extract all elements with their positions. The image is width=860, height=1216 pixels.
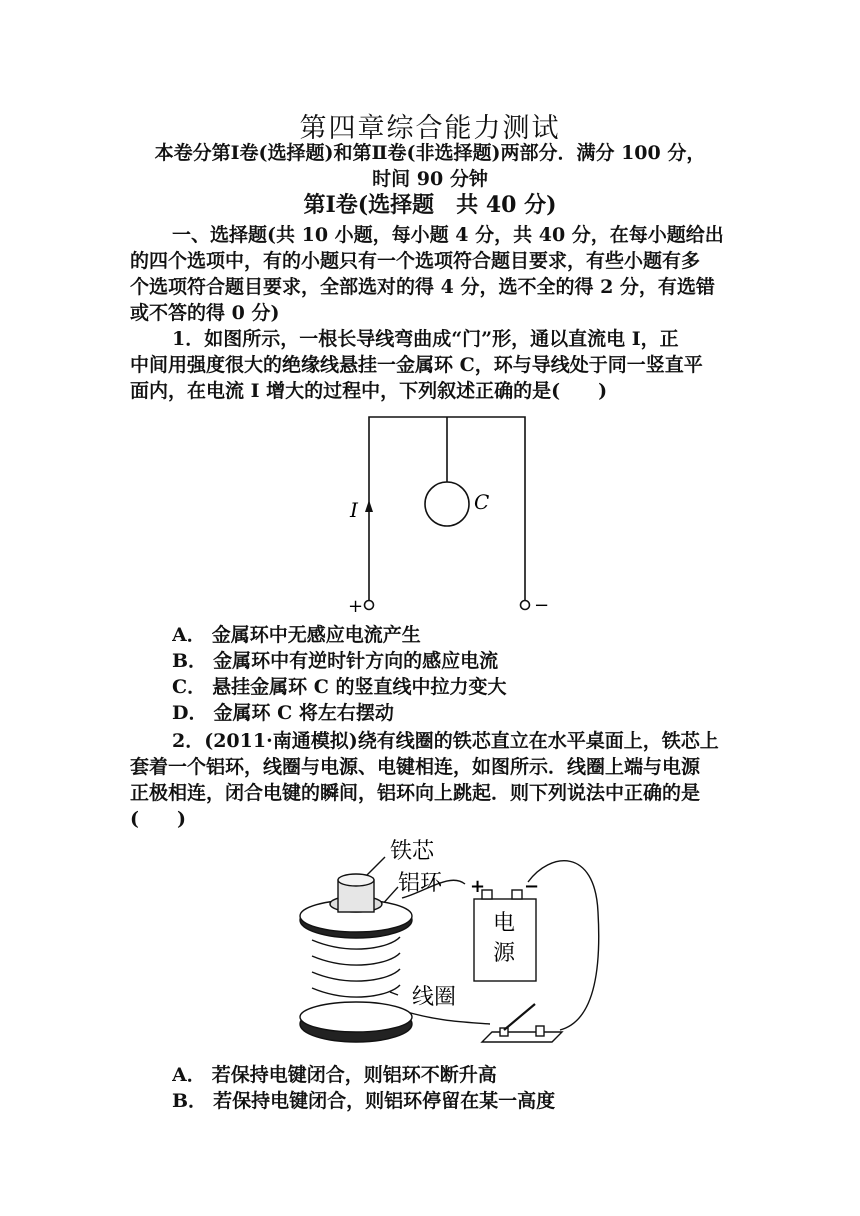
q2-option-b — [172, 1088, 776, 1114]
q1-option-a — [172, 622, 776, 648]
power-minus-post — [512, 890, 522, 899]
coil-turn-1 — [312, 937, 400, 949]
coil-bottom-face — [300, 1002, 412, 1032]
power-minus-label: − — [524, 876, 540, 897]
wire-coil-to-switch — [400, 1010, 490, 1024]
coil-turn-2 — [312, 953, 400, 965]
q1-stem-line-1: 1．如图所示，一根长导线弯曲成“门”形，通以直流电 I，正 — [172, 328, 679, 350]
intro-line-2: 时间 90 分钟 — [372, 168, 488, 190]
option-text: 金属环 C 将左右摆动 — [213, 702, 394, 724]
instructions-line-4: 或不答的得 0 分) — [130, 302, 280, 324]
option-label: B． — [172, 1090, 208, 1112]
option-text: 若保持电键闭合，则铝环停留在某一高度 — [213, 1090, 556, 1112]
option-label: B． — [172, 650, 208, 672]
option-label: A． — [172, 624, 206, 646]
q2-coil-figure — [290, 832, 610, 1058]
switch-lever — [504, 1004, 535, 1030]
plus-label: + — [348, 596, 364, 617]
instructions-line-3: 个选项符合题目要求，全部选对的得 4 分，选不全的得 2 分，有选错 — [130, 276, 715, 298]
option-label: C． — [172, 676, 207, 698]
section-title: 第Ⅰ卷(选择题 共 40 分) — [303, 192, 557, 218]
plus-terminal — [365, 601, 374, 610]
option-text: 金属环中无感应电流产生 — [211, 624, 421, 646]
q1-stem-line-2: 中间用强度很大的绝缘线悬挂一金属环 C，环与导线处于同一竖直平 — [130, 354, 703, 376]
q1-stem-line-3: 面内，在电流 I 增大的过程中，下列叙述正确的是( ) — [130, 380, 608, 402]
q1-option-c — [172, 674, 776, 700]
q1-option-b — [172, 648, 776, 674]
core-label: 铁芯 — [390, 839, 435, 864]
minus-label: − — [534, 595, 550, 616]
metal-ring — [425, 482, 469, 526]
q2-stem-line-3: 正极相连，闭合电键的瞬间，铝环向上跳起．则下列说法中正确的是 — [130, 782, 701, 804]
q2-stem-line-2: 套着一个铝环，线圈与电源、电键相连，如图所示．线圈上端与电源 — [130, 756, 701, 778]
q1-option-d — [172, 700, 776, 726]
intro-line-1: 本卷分第Ⅰ卷(选择题)和第Ⅱ卷(非选择题)两部分．满分 100 分， — [154, 142, 706, 164]
coil-turn-4 — [312, 985, 400, 997]
switch-base — [482, 1032, 562, 1042]
q2-stem-line-1: 2．(2011·南通模拟)绕有线圈的铁芯直立在水平桌面上，铁芯上 — [172, 730, 719, 752]
power-plus-label: + — [470, 876, 486, 897]
option-label: A． — [172, 1064, 206, 1086]
ring-label: 铝环 — [398, 871, 443, 896]
iron-core-top — [338, 874, 374, 886]
coil-label: 线圈 — [412, 985, 457, 1010]
switch-post-right — [536, 1026, 544, 1036]
q2-option-a — [172, 1062, 776, 1088]
instructions-line-1: 一、选择题(共 10 小题，每小题 4 分，共 40 分，在每小题给出 — [172, 224, 724, 246]
instructions-line-2: 的四个选项中，有的小题只有一个选项符合题目要求，有些小题有多 — [130, 250, 701, 272]
page-title: 第四章综合能力测试 — [299, 113, 561, 144]
coil-turn-3 — [312, 969, 400, 981]
ring-label: C — [474, 490, 490, 514]
current-label: I — [350, 498, 358, 522]
option-text: 若保持电键闭合，则铝环不断升高 — [211, 1064, 497, 1086]
minus-terminal — [521, 601, 530, 610]
q2-stem-line-4: ( ) — [130, 808, 186, 830]
option-label: D． — [172, 702, 208, 724]
power-label-2: 源 — [493, 941, 516, 966]
power-label-1: 电 — [493, 911, 516, 936]
leader-coil — [390, 992, 398, 995]
option-text: 金属环中有逆时针方向的感应电流 — [213, 650, 499, 672]
option-text: 悬挂金属环 C 的竖直线中拉力变大 — [212, 676, 507, 698]
current-arrow-icon — [365, 500, 373, 512]
q1-circuit-figure — [340, 412, 570, 620]
